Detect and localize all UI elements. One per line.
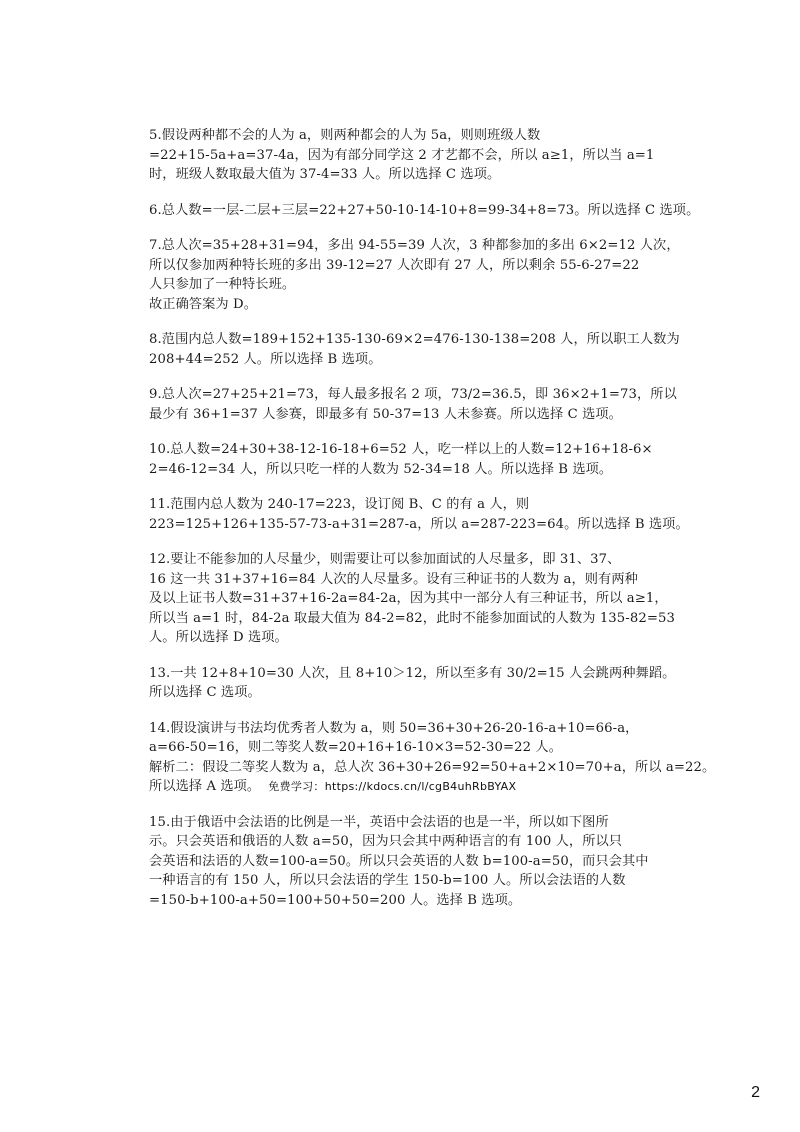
text-line: 会英语和法语的人数=100-a=50。所以只会英语的人数 b=100-a=50，而只会其中 bbox=[149, 853, 649, 869]
text-line: 12.要让不能参加的人尽量少，则需要让可以参加面试的人尽量多，即 31、37、 bbox=[149, 552, 621, 567]
watermark-link-text: 免费学习：https://kdocs.cn/l/cgB4uhRbBYAX bbox=[268, 780, 517, 793]
text-line: 10.总人数=24+30+38-12-16-18+6=52 人，吃一样以上的人数=12+16+18-6× bbox=[149, 442, 653, 457]
solution-paragraph-11 bbox=[149, 495, 689, 534]
solution-paragraph-6 bbox=[149, 201, 700, 221]
text-line: 所以当 a=1 时，84-2a 取最大值为 84-2=82，此时不能参加面试的人数为 135-82=53 bbox=[149, 610, 675, 626]
text-line: 所以选择 C 选项。 bbox=[149, 685, 261, 700]
text-line: 最少有 36+1=37 人参赛，即最多有 50-37=13 人未参赛。所以选择 C 选项。 bbox=[149, 406, 622, 422]
solution-paragraph-5 bbox=[149, 126, 659, 185]
text-line: 13.一共 12+8+10=30 人次，且 8+10＞12，所以至多有 30/2=15 人会跳两种舞蹈。 bbox=[149, 665, 676, 681]
solution-paragraph-12 bbox=[149, 550, 675, 648]
text-line: 示。只会英语和俄语的人数 a=50，因为只会其中两种语言的有 100 人，所以只 bbox=[149, 834, 623, 849]
text-line: 11.范围内总人数为 240-17=223，设订阅 B、C 的有 a 人，则 bbox=[149, 497, 530, 512]
text-line: 时，班级人数取最大值为 37-4=33 人。所以选择 C 选项。 bbox=[149, 167, 501, 182]
text-line: 一种语言的有 150 人，所以只会法语的学生 150-b=100 人。所以会法语的人数 bbox=[149, 873, 626, 888]
text-line: 所以仅参加两种特长班的多出 39-12=27 人次即有 27 人，所以剩余 55-6-27=22 bbox=[149, 257, 640, 273]
text-line: 6.总人数=一层-二层+三层=22+27+50-10-14-10+8=99-34+8=73。所以选择 C 选项。 bbox=[149, 202, 700, 218]
text-line: 14.假设演讲与书法均优秀者人数为 a，则 50=36+30+26-20-16-a+10=66-a， bbox=[149, 720, 639, 736]
text-line: 9.总人次=27+25+21=73，每人最多报名 2 项，73/2=36.5，即 36×2+1=73，所以 bbox=[149, 387, 677, 402]
text-line: a=66-50=16，则二等奖人数=20+16+16-10×3=52-30=22 人。 bbox=[149, 740, 563, 755]
text-line: 7.总人次=35+28+31=94，多出 94-55=39 人次，3 种都参加的多出 6×2=12 人次， bbox=[149, 238, 680, 253]
text-line: 解析二：假设二等奖人数为 a，总人次 36+30+26=92=50+a+2×10=70+a，所以 a=22。 bbox=[149, 759, 716, 775]
solution-text-body bbox=[149, 126, 716, 926]
text-line: =150-b+100-a+50=100+50+50=200 人。选择 B 选项。 bbox=[149, 892, 522, 908]
solution-paragraph-9 bbox=[149, 385, 677, 424]
solution-paragraph-8 bbox=[149, 330, 680, 369]
text-line: 208+44=252 人。所以选择 B 选项。 bbox=[149, 351, 382, 367]
solution-paragraph-15 bbox=[149, 813, 659, 911]
text-line: 16 这一共 31+37+16=84 人次的人尽量多。设有三种证书的人数为 a，则有两种 bbox=[149, 571, 638, 587]
text-line: 223=125+126+135-57-73-a+31=287-a，所以 a=287-223=64。所以选择 B 选项。 bbox=[149, 516, 689, 532]
text-line: 15.由于俄语中会法语的比例是一半，英语中会法语的也是一半，所以如下图所 bbox=[149, 814, 609, 830]
text-line: 2=46-12=34 人，所以只吃一样的人数为 52-34=18 人。所以选择 B 选项。 bbox=[149, 461, 613, 477]
solution-paragraph-7 bbox=[149, 236, 680, 314]
page-number: 2 bbox=[751, 1084, 760, 1101]
solution-paragraph-13 bbox=[149, 664, 676, 703]
text-line: 8.范围内总人数=189+152+135-130-69×2=476-130-138=208 人，所以职工人数为 bbox=[149, 332, 680, 347]
text-line: 人。所以选择 D 选项。 bbox=[149, 630, 288, 645]
solution-paragraph-14 bbox=[149, 719, 716, 797]
text-line bbox=[149, 777, 659, 797]
text-line: 5.假设两种都不会的人为 a，则两种都会的人为 5a，则则班级人数 bbox=[149, 128, 541, 143]
text-line: 故正确答案为 D。 bbox=[149, 296, 257, 312]
text-line: =22+15-5a+a=37-4a，因为有部分同学这 2 才艺都不会，所以 a≥1，所以当 a=1 bbox=[149, 147, 655, 163]
text-line-content: 所以选择 A 选项。 bbox=[149, 779, 261, 794]
solution-paragraph-10 bbox=[149, 440, 659, 479]
text-line: 人只参加了一种特长班。 bbox=[149, 277, 296, 292]
text-line: 及以上证书人数=31+37+16-2a=84-2a，因为其中一部分人有三种证书，所以 a≥1， bbox=[149, 591, 668, 606]
